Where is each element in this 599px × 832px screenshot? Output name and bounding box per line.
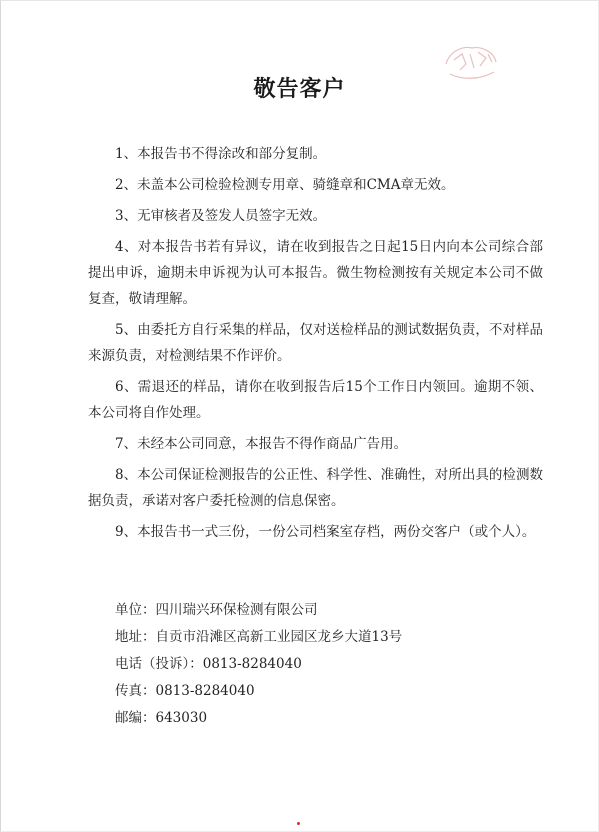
clause-item: 1、本报告书不得涂改和部分复制。 bbox=[115, 146, 327, 162]
clause-item: 2、未盖本公司检验检测专用章、骑缝章和CMA章无效。 bbox=[115, 177, 455, 193]
clause-item: 3、无审核者及签发人员签字无效。 bbox=[115, 208, 327, 224]
company-name: 单位：四川瑞兴环保检测有限公司 bbox=[115, 602, 318, 618]
postal-code: 邮编：643030 bbox=[115, 710, 208, 726]
clause-item: 6、需退还的样品，请你在收到报告后15个工作日内领回。逾期不领、本公司将自作处理。 bbox=[88, 379, 543, 421]
complaint-phone: 电话（投诉）：0813-8284040 bbox=[115, 656, 302, 672]
clause-item: 9、本报告书一式三份，一份公司档案室存档，两份交客户（或个人）。 bbox=[115, 524, 536, 540]
page-title: 敬告客户 bbox=[253, 77, 346, 102]
clause-item: 5、由委托方自行采集的样品，仅对送检样品的测试数据负责，不对样品来源负责，对检测结果不作评价。 bbox=[88, 322, 543, 364]
notice-clauses bbox=[88, 141, 543, 550]
company-address: 地址：自贡市沿滩区高新工业园区龙乡大道13号 bbox=[115, 629, 403, 645]
fax-number: 传真：0813-8284040 bbox=[115, 683, 255, 699]
clause-item: 7、未经本公司同意，本报告不得作商品广告用。 bbox=[115, 436, 408, 452]
red-mark bbox=[297, 822, 300, 825]
clause-item: 4、对本报告书若有异议，请在收到报告之日起15日内向本公司综合部提出申诉，逾期未申诉视为认可本报告。微生物检测按有关规定本公司不做复查，敬请理解。 bbox=[88, 239, 543, 307]
clause-item: 8、本公司保证检测报告的公正性、科学性、准确性，对所出具的检测数据负责，承诺对客户委托检测的信息保密。 bbox=[88, 467, 543, 509]
contact-info bbox=[115, 597, 402, 732]
